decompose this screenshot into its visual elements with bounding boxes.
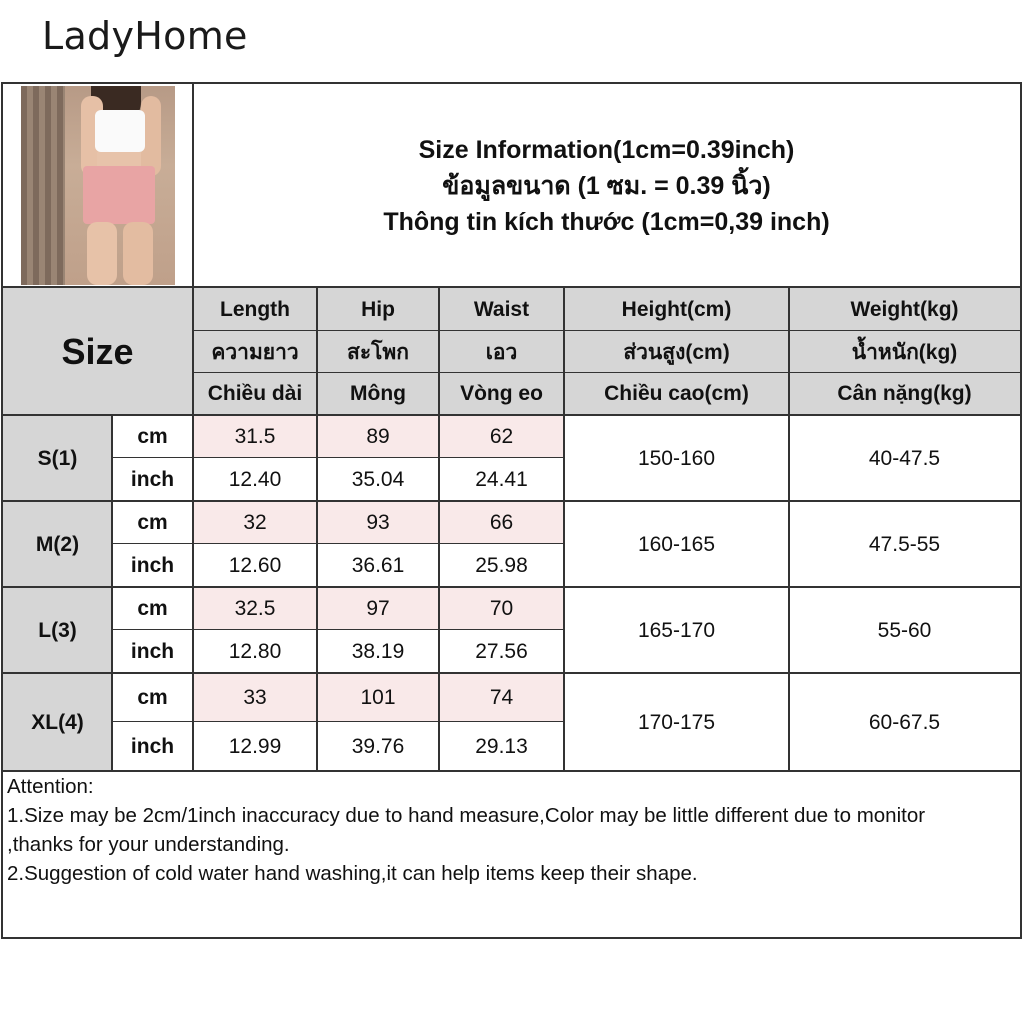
grid-line bbox=[3, 672, 1020, 674]
l-length-inch: 12.80 bbox=[193, 630, 317, 673]
l-waist-inch: 27.56 bbox=[439, 630, 564, 673]
col-header-waist-vi: Vòng eo bbox=[439, 373, 564, 415]
xl-waist-cm: 74 bbox=[439, 674, 564, 722]
xl-length-cm: 33 bbox=[193, 674, 317, 722]
col-header-waist-en: Waist bbox=[439, 288, 564, 331]
col-header-length-vi: Chiều dài bbox=[193, 373, 317, 415]
col-header-waist-th: เอว bbox=[439, 331, 564, 373]
grid-line bbox=[316, 287, 318, 771]
product-photo bbox=[21, 86, 175, 285]
size-label-xl: XL(4) bbox=[3, 674, 112, 771]
l-height: 165-170 bbox=[564, 588, 789, 673]
size-chart bbox=[1, 82, 1022, 939]
grid-line bbox=[111, 415, 113, 771]
col-header-height-vi: Chiều cao(cm) bbox=[564, 373, 789, 415]
title-english: Size Information(1cm=0.39inch) bbox=[418, 135, 795, 164]
m-length-cm: 32 bbox=[193, 502, 317, 544]
col-header-height-th: ส่วนสูง(cm) bbox=[564, 331, 789, 373]
unit-cm-l: cm bbox=[112, 588, 193, 630]
l-weight: 55-60 bbox=[789, 588, 1020, 673]
attention-notes bbox=[7, 772, 1017, 888]
s-waist-inch: 24.41 bbox=[439, 458, 564, 501]
l-hip-inch: 38.19 bbox=[317, 630, 439, 673]
s-length-inch: 12.40 bbox=[193, 458, 317, 501]
l-hip-cm: 97 bbox=[317, 588, 439, 630]
notes-heading: Attention: bbox=[7, 775, 94, 798]
col-header-length-en: Length bbox=[193, 288, 317, 331]
l-waist-cm: 70 bbox=[439, 588, 564, 630]
size-label-l: L(3) bbox=[3, 588, 112, 673]
grid-line bbox=[3, 500, 1020, 502]
xl-hip-inch: 39.76 bbox=[317, 722, 439, 771]
grid-line bbox=[112, 629, 564, 630]
l-length-cm: 32.5 bbox=[193, 588, 317, 630]
grid-line bbox=[112, 543, 564, 544]
col-header-weight-th: น้ำหนัก(kg) bbox=[789, 331, 1020, 373]
size-header: Size bbox=[3, 288, 192, 415]
col-header-height-en: Height(cm) bbox=[564, 288, 789, 331]
m-waist-cm: 66 bbox=[439, 502, 564, 544]
xl-weight: 60-67.5 bbox=[789, 674, 1020, 771]
unit-inch-s: inch bbox=[112, 458, 193, 501]
s-hip-inch: 35.04 bbox=[317, 458, 439, 501]
grid-line bbox=[438, 287, 440, 771]
s-waist-cm: 62 bbox=[439, 416, 564, 458]
m-height: 160-165 bbox=[564, 502, 789, 587]
xl-hip-cm: 101 bbox=[317, 674, 439, 722]
xl-length-inch: 12.99 bbox=[193, 722, 317, 771]
grid-line bbox=[563, 287, 565, 771]
grid-line bbox=[3, 586, 1020, 588]
unit-cm-s: cm bbox=[112, 416, 193, 458]
col-header-length-th: ความยาว bbox=[193, 331, 317, 373]
s-weight: 40-47.5 bbox=[789, 416, 1020, 501]
m-hip-inch: 36.61 bbox=[317, 544, 439, 587]
s-height: 150-160 bbox=[564, 416, 789, 501]
grid-line bbox=[3, 286, 1020, 288]
unit-inch-xl: inch bbox=[112, 722, 193, 771]
notes-line-2: ,thanks for your understanding. bbox=[7, 833, 290, 856]
xl-waist-inch: 29.13 bbox=[439, 722, 564, 771]
m-length-inch: 12.60 bbox=[193, 544, 317, 587]
grid-line bbox=[3, 414, 1020, 416]
notes-line-3: 2.Suggestion of cold water hand washing,it can help items keep their shape. bbox=[7, 862, 698, 885]
xl-height: 170-175 bbox=[564, 674, 789, 771]
title-thai: ข้อมูลขนาด (1 ซม. = 0.39 นิ้ว) bbox=[442, 171, 771, 200]
col-header-hip-vi: Mông bbox=[317, 373, 439, 415]
col-header-weight-vi: Cân nặng(kg) bbox=[789, 373, 1020, 415]
s-hip-cm: 89 bbox=[317, 416, 439, 458]
col-header-hip-th: สะโพก bbox=[317, 331, 439, 373]
notes-line-1: 1.Size may be 2cm/1inch inaccuracy due to hand measure,Color may be little different due to monitor bbox=[7, 804, 926, 827]
size-information-title bbox=[193, 84, 1020, 287]
size-label-m: M(2) bbox=[3, 502, 112, 587]
m-hip-cm: 93 bbox=[317, 502, 439, 544]
grid-line bbox=[112, 721, 564, 722]
unit-cm-m: cm bbox=[112, 502, 193, 544]
m-weight: 47.5-55 bbox=[789, 502, 1020, 587]
unit-inch-l: inch bbox=[112, 630, 193, 673]
unit-inch-m: inch bbox=[112, 544, 193, 587]
m-waist-inch: 25.98 bbox=[439, 544, 564, 587]
col-header-hip-en: Hip bbox=[317, 288, 439, 331]
col-header-weight-en: Weight(kg) bbox=[789, 288, 1020, 331]
grid-line bbox=[192, 84, 194, 771]
unit-cm-xl: cm bbox=[112, 674, 193, 722]
size-label-s: S(1) bbox=[3, 416, 112, 501]
s-length-cm: 31.5 bbox=[193, 416, 317, 458]
grid-line bbox=[788, 287, 790, 771]
grid-line bbox=[112, 457, 564, 458]
brand-logo-text: LadyHome bbox=[42, 14, 248, 58]
title-vietnamese: Thông tin kích thước (1cm=0,39 inch) bbox=[383, 207, 830, 236]
